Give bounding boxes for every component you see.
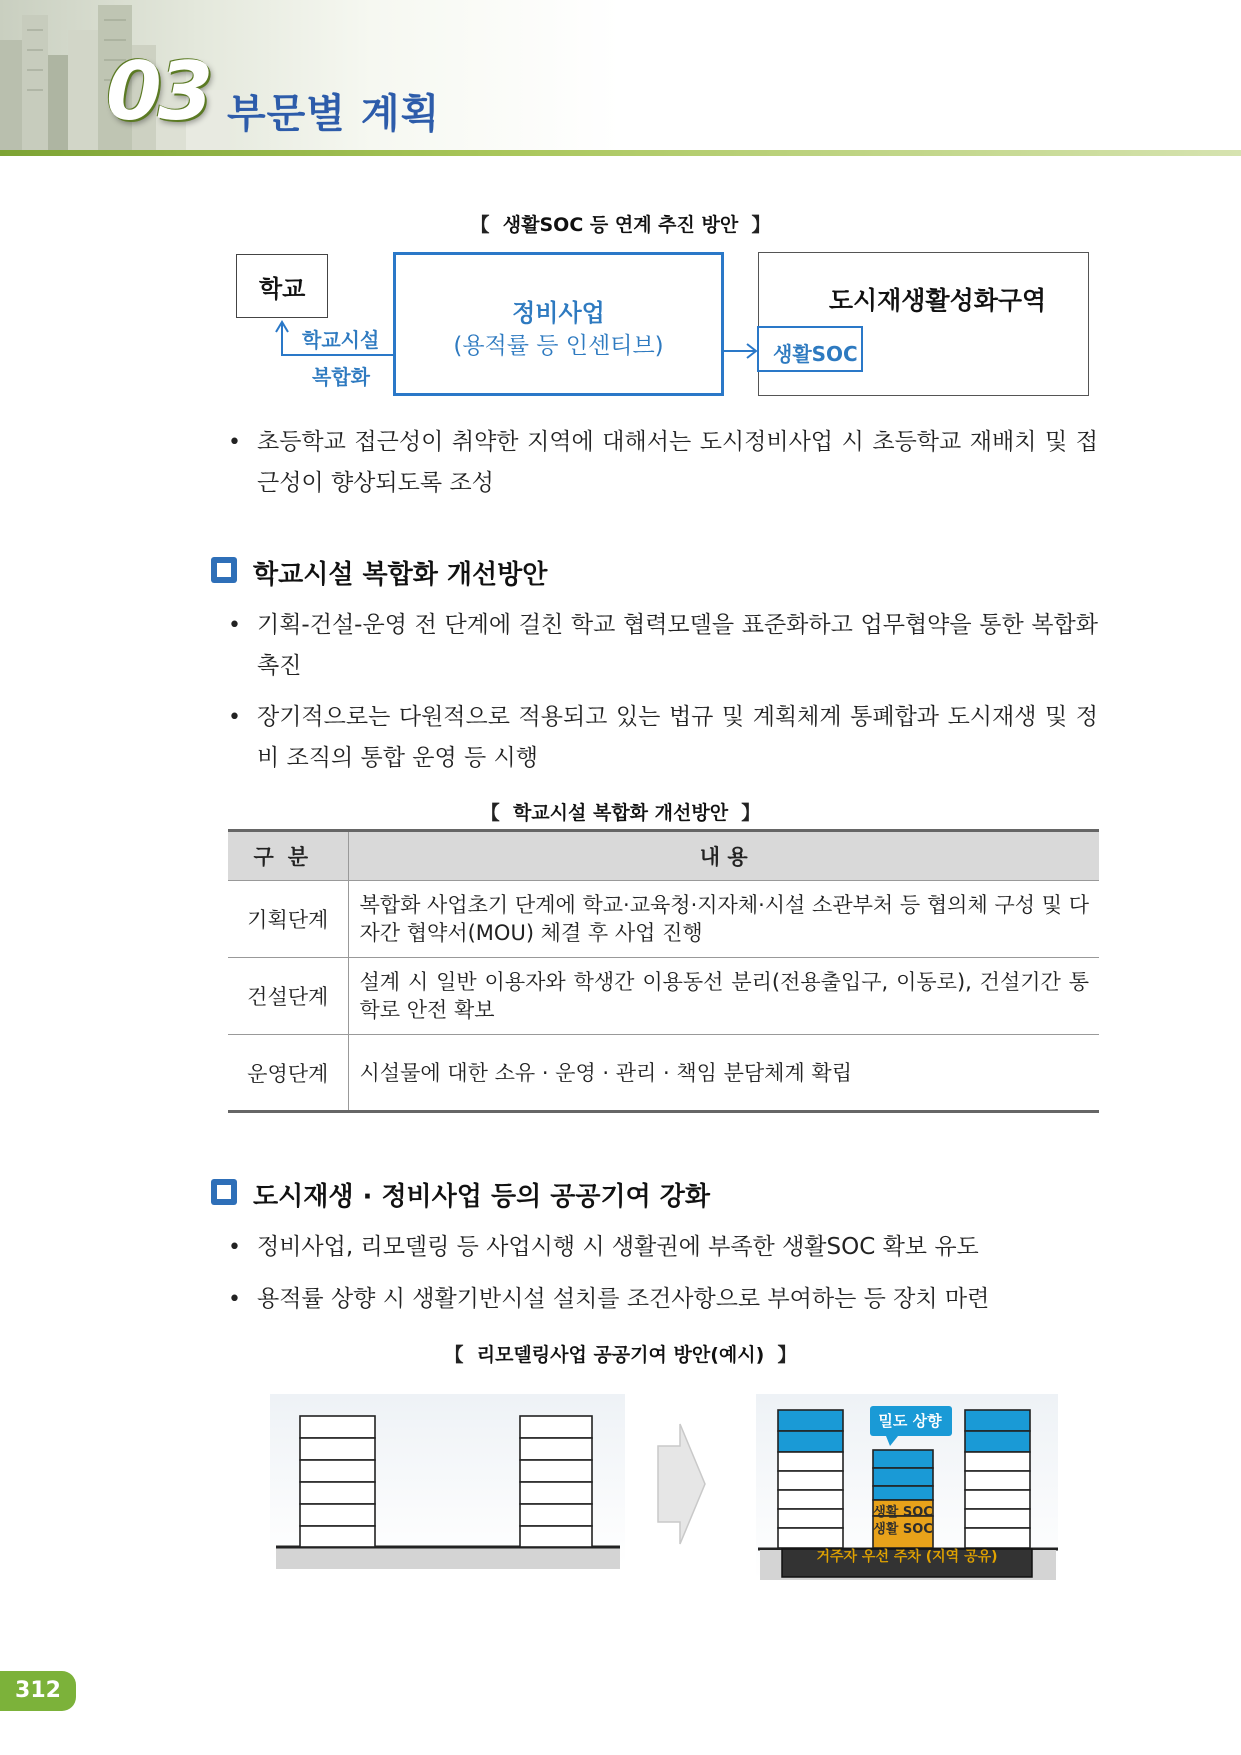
soc-box [757,326,863,372]
school-facility-label: 학교시설 [302,328,380,352]
density-up-label: 밀도 상향 [878,1412,942,1430]
content-cell: 복합화 사업초기 단계에 학교·교육청·지자체·시설 소관부처 등 협의체 구성 및 다자간 협약서(MOU) 체결 후 사업 진행 [348,881,1099,958]
chapter-title: 부문별 계획 [227,91,441,137]
bullet-dot: • [228,430,241,455]
remodel-caption: 【 리모델링사업 공공기여 방안(예시) 】 [444,1344,797,1366]
content-cell: 설계 시 일반 이용자와 학생간 이용동선 분리(전용출입구, 이동로), 건설기간 통학로 안전 확보 [348,958,1099,1035]
section-square-icon [211,557,237,583]
stage-cell: 기획단계 [228,881,348,958]
column-header-content: 내 용 [348,831,1099,881]
table-row [228,1035,1099,1112]
regeneration-area-box [758,252,1089,396]
regeneration-area-label: 도시재생활성화구역 [828,286,1047,315]
diagram1-caption-text: 생활SOC 등 연계 추진 방안 [502,214,739,236]
soc-linkage-diagram [0,240,1241,410]
table-row [228,881,1099,958]
redevelopment-title: 정비사업 [512,299,605,327]
soc-floor-label: 생활 SOC [873,1522,933,1537]
school-label: 학교 [259,275,306,303]
resident-parking-label: 거주자 우선 주차 (지역 공유) [816,1549,998,1565]
diagram1-caption: 【 생활SOC 등 연계 추진 방안 】 [470,214,771,236]
chapter-number: 03 [106,45,210,138]
table-row [228,958,1099,1035]
school-box [236,254,328,318]
content-cell: 시설물에 대한 소유 · 운영 · 관리 · 책임 분담체계 확립 [348,1035,1099,1112]
soc-label: 생활SOC [773,342,858,366]
complex-label: 복합화 [312,365,370,389]
list-item: • 정비사업, 리모델링 등 사업시행 시 생활권에 부족한 생활SOC 확보 유도 [228,1227,1098,1268]
remodel-caption-text: 리모델링사업 공공기여 방안(예시) [476,1344,765,1366]
list-item: • 초등학교 접근성이 취약한 지역에 대해서는 도시정비사업 시 초등학교 재배치 및 접근성이 향상되도록 조성 [228,422,1098,504]
column-header-category: 구분 [228,831,348,881]
redevelopment-box [393,252,724,396]
section-title: 도시재생 · 정비사업 등의 공공기여 강화 [253,1182,710,1212]
improvement-table [228,829,1099,1113]
table-header-row [228,831,1099,881]
chapter-header [0,0,1241,165]
list-item: • 장기적으로는 다원적으로 적용되고 있는 법규 및 계획체계 통폐합과 도시재생 및 정비 조직의 통합 운영 등 시행 [228,697,1098,779]
page-number: 312 [0,1671,76,1711]
table-caption: 【 학교시설 복합화 개선방안 】 [480,802,761,824]
list-item: • 기획-건설-운영 전 단계에 걸친 학교 협력모델을 표준화하고 업무협약을 통한 복합화 촉진 [228,605,1098,687]
section-square-icon [211,1179,237,1205]
stage-cell: 건설단계 [228,958,348,1035]
bullet-dot: • [228,1235,241,1260]
table-caption-text: 학교시설 복합화 개선방안 [512,802,729,824]
bullet-dot: • [228,1287,241,1312]
header-rule [0,150,1241,156]
remodel-illustration [270,1384,1060,1584]
stage-cell: 운영단계 [228,1035,348,1112]
redevelopment-subtitle: (용적률 등 인센티브) [453,333,664,359]
section-title: 학교시설 복합화 개선방안 [253,560,548,590]
bullet-dot: • [228,705,241,730]
soc-floor-label: 생활 SOC [873,1505,933,1520]
list-item: • 용적률 상향 시 생활기반시설 설치를 조건사항으로 부여하는 등 장치 마련 [228,1279,1098,1320]
bullet-dot: • [228,613,241,638]
